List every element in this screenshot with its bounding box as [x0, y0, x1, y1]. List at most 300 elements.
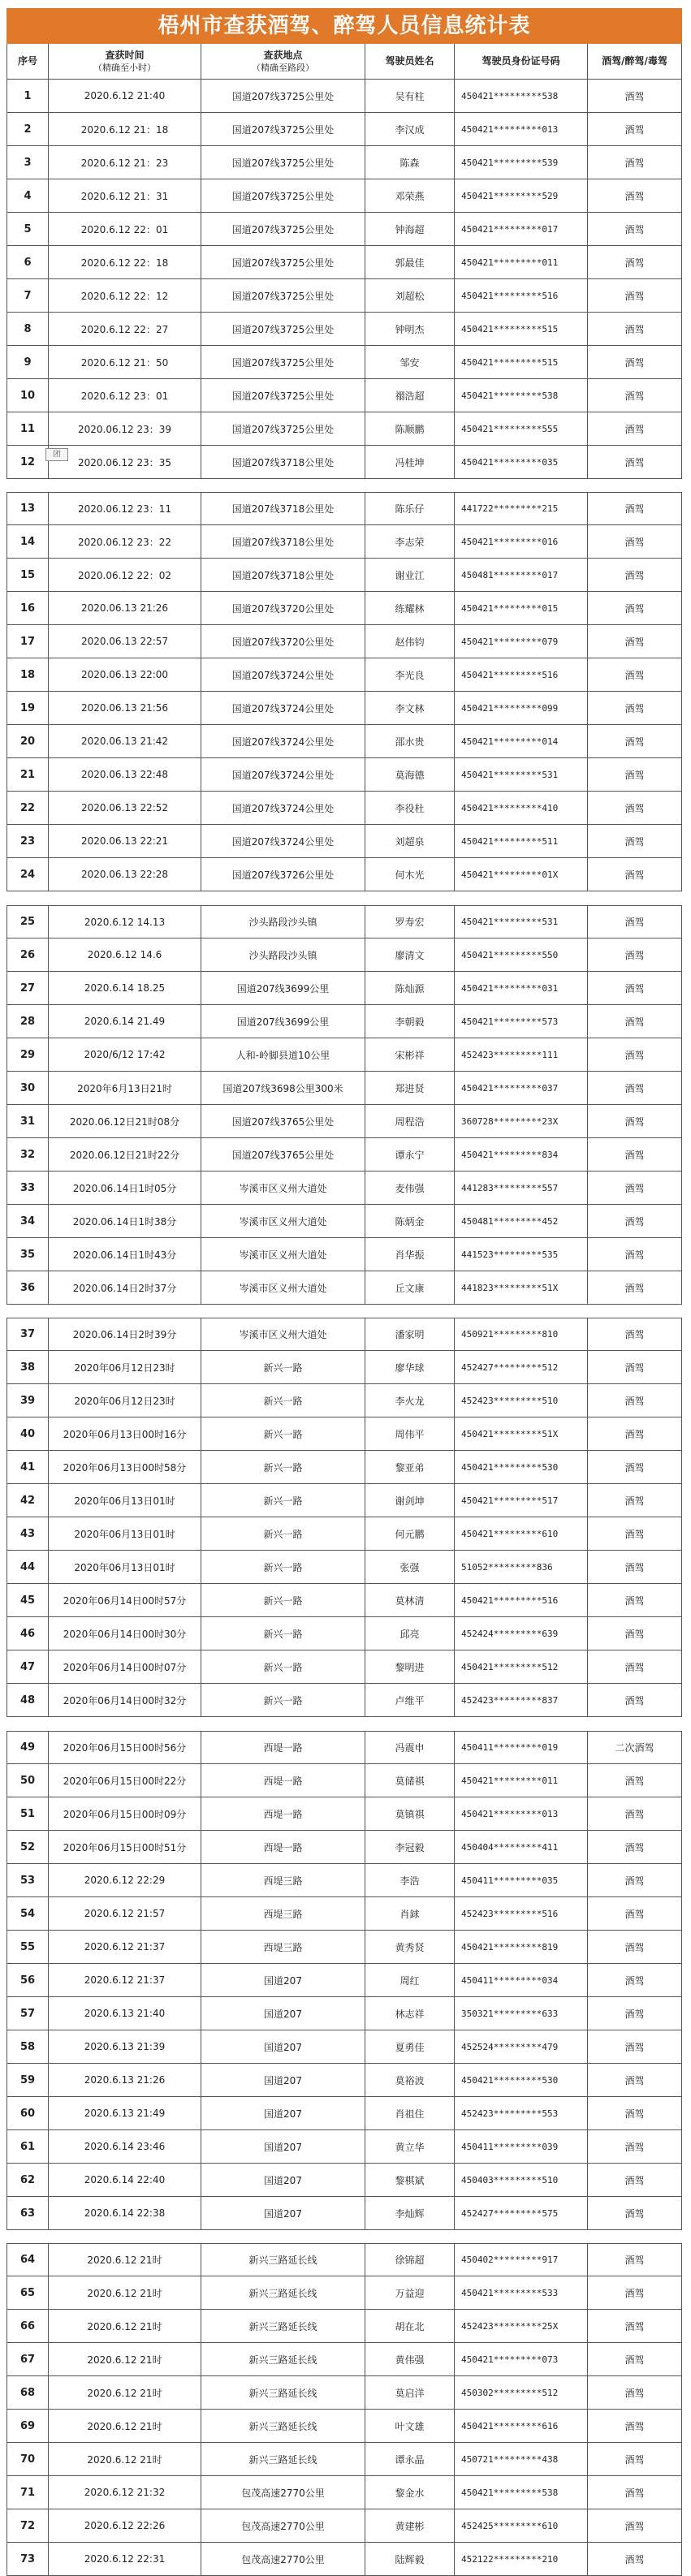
- cell-place: 包茂高速2770公里: [201, 2543, 365, 2576]
- cell-id: 450421*********538: [455, 2476, 588, 2509]
- table-row: [6, 1764, 682, 1797]
- cell-place: 新兴三路延长线: [201, 2376, 365, 2410]
- cell-seq: 2: [6, 113, 49, 146]
- cell-type: 酒驾: [588, 1171, 682, 1205]
- cell-name: 肖銶: [365, 1897, 455, 1931]
- cell-type: 酒驾: [588, 1351, 682, 1384]
- table-row: [6, 725, 682, 758]
- cell-place: 新兴三路延长线: [201, 2410, 365, 2443]
- cell-name: 邵水贵: [365, 725, 455, 758]
- cell-seq: 11: [6, 412, 49, 446]
- cell-place: 国道207线3765公里处: [201, 1138, 365, 1171]
- cell-time: 2020.06.13 21:42: [49, 725, 201, 758]
- cell-time: 2020.6.12 21:57: [49, 1897, 201, 1931]
- header-seq: 序号: [6, 44, 49, 80]
- cell-type: 酒驾: [588, 625, 682, 658]
- cell-place: 新兴三路延长线: [201, 2243, 365, 2276]
- cell-name: 谢业江: [365, 559, 455, 592]
- table-row: [6, 1931, 682, 1964]
- cell-seq: 30: [6, 1072, 49, 1105]
- cell-place: 西堤一路: [201, 1731, 365, 1764]
- cell-type: 酒驾: [588, 559, 682, 592]
- cell-type: 酒驾: [588, 379, 682, 412]
- cell-name: 谢剑坤: [365, 1484, 455, 1517]
- cell-time: 2020.6.13 21:49: [49, 2097, 201, 2130]
- cell-name: 邓荣燕: [365, 179, 455, 213]
- cell-place: 国道207线3725公里处: [201, 113, 365, 146]
- cell-time: 2020.6.14 22:40: [49, 2164, 201, 2197]
- cell-seq: 37: [6, 1318, 49, 1351]
- cell-type: 酒驾: [588, 2164, 682, 2197]
- table-row: [6, 2164, 682, 2197]
- cell-id: 450421*********516: [455, 658, 588, 692]
- cell-place: 国道207线3720公里处: [201, 592, 365, 625]
- cell-type: 酒驾: [588, 1384, 682, 1417]
- cell-id: 452423*********553: [455, 2097, 588, 2130]
- table-row: [6, 2343, 682, 2376]
- cell-place: 国道207: [201, 1964, 365, 1997]
- cell-seq: 64: [6, 2243, 49, 2276]
- cell-id: 450421*********529: [455, 179, 588, 213]
- header-id: 驾驶员身份证号码: [455, 44, 588, 80]
- cell-id: 450421*********031: [455, 972, 588, 1005]
- cell-seq: 46: [6, 1617, 49, 1650]
- cell-id: 450421*********011: [455, 246, 588, 279]
- cell-seq: 47: [6, 1650, 49, 1684]
- cell-seq: 51: [6, 1797, 49, 1831]
- table-row: [6, 1517, 682, 1551]
- cell-id: 452423*********837: [455, 1684, 588, 1717]
- table-row: [6, 179, 682, 213]
- cell-place: 西堤一路: [201, 1797, 365, 1831]
- header-time: 查获时间 （精确至小时）: [49, 44, 201, 80]
- cell-seq: 73: [6, 2543, 49, 2576]
- cell-type: 酒驾: [588, 1764, 682, 1797]
- page-break-marker: 团: [45, 448, 68, 461]
- cell-seq: 21: [6, 758, 49, 792]
- cell-seq: 10: [6, 379, 49, 412]
- cell-type: 酒驾: [588, 1964, 682, 1997]
- table-row: [6, 1171, 682, 1205]
- cell-id: 450421*********538: [455, 80, 588, 113]
- table-row: [6, 379, 682, 412]
- cell-type: 酒驾: [588, 1038, 682, 1072]
- cell-name: 黎金水: [365, 2476, 455, 2509]
- cell-time: 2020.6.12 22：12: [49, 279, 201, 313]
- cell-seq: 4: [6, 179, 49, 213]
- cell-time: 2020.6.12 14.13: [49, 905, 201, 938]
- cell-place: 新兴一路: [201, 1617, 365, 1650]
- cell-id: 450421*********016: [455, 525, 588, 559]
- cell-seq: 39: [6, 1384, 49, 1417]
- header-type: 酒驾/醉驾/毒驾: [588, 44, 682, 80]
- cell-time: 2020.06.12 23：22: [49, 525, 201, 559]
- cell-id: 450421*********531: [455, 758, 588, 792]
- cell-id: 450421*********533: [455, 2276, 588, 2310]
- cell-id: 450421*********51X: [455, 1417, 588, 1451]
- cell-seq: 35: [6, 1238, 49, 1271]
- table-row: [6, 146, 682, 179]
- cell-seq: 28: [6, 1005, 49, 1038]
- cell-seq: 12: [6, 446, 49, 479]
- cell-place: 包茂高速2770公里: [201, 2509, 365, 2543]
- table-row: [6, 2243, 682, 2276]
- cell-time: 2020.06.13 21:26: [49, 592, 201, 625]
- cell-place: 国道207线3699公里: [201, 972, 365, 1005]
- cell-time: 2020.6.12 21时: [49, 2443, 201, 2476]
- cell-place: 国道207线3725公里处: [201, 179, 365, 213]
- cell-place: 国道207: [201, 2064, 365, 2097]
- cell-time: 2020.6.12 22：18: [49, 246, 201, 279]
- cell-place: 新兴三路延长线: [201, 2343, 365, 2376]
- cell-place: 国道207: [201, 2164, 365, 2197]
- cell-place: 国道207线3724公里处: [201, 658, 365, 692]
- cell-seq: 53: [6, 1864, 49, 1897]
- cell-seq: 22: [6, 792, 49, 825]
- cell-time: 2020.6.12 21时: [49, 2376, 201, 2410]
- cell-id: 450421*********550: [455, 938, 588, 972]
- table-row: [6, 1997, 682, 2030]
- cell-seq: 32: [6, 1138, 49, 1171]
- cell-type: 酒驾: [588, 525, 682, 559]
- cell-id: 450421*********511: [455, 825, 588, 858]
- cell-id: 450421*********539: [455, 146, 588, 179]
- cell-place: 西堤三路: [201, 1864, 365, 1897]
- cell-type: 酒驾: [588, 1517, 682, 1551]
- cell-time: 2020年06月13日00时16分: [49, 1417, 201, 1451]
- page-title: 梧州市查获酒驾、醉驾人员信息统计表: [6, 8, 682, 44]
- cell-id: 450411*********034: [455, 1964, 588, 1997]
- cell-id: 450421*********01X: [455, 858, 588, 891]
- cell-place: 国道207线3698公里300米: [201, 1072, 365, 1105]
- cell-type: 酒驾: [588, 1831, 682, 1864]
- cell-seq: 5: [6, 213, 49, 246]
- cell-seq: 14: [6, 525, 49, 559]
- cell-name: 李志荣: [365, 525, 455, 559]
- table-row: [6, 592, 682, 625]
- cell-place: 新兴一路: [201, 1351, 365, 1384]
- cell-name: 罗寿宏: [365, 905, 455, 938]
- cell-type: 酒驾: [588, 2343, 682, 2376]
- cell-seq: 34: [6, 1205, 49, 1238]
- cell-place: 新兴一路: [201, 1384, 365, 1417]
- cell-id: 450421*********834: [455, 1138, 588, 1171]
- cell-type: 酒驾: [588, 1451, 682, 1484]
- cell-id: 450481*********017: [455, 559, 588, 592]
- table-row: [6, 1650, 682, 1684]
- table-row: [6, 905, 682, 938]
- table-row: [6, 1831, 682, 1864]
- cell-id: 450421*********015: [455, 592, 588, 625]
- cell-seq: 7: [6, 279, 49, 313]
- cell-name: 黎亚弟: [365, 1451, 455, 1484]
- cell-type: 酒驾: [588, 692, 682, 725]
- cell-place: 国道207线3718公里处: [201, 559, 365, 592]
- cell-id: 450411*********035: [455, 1864, 588, 1897]
- table-row: [6, 1351, 682, 1384]
- cell-place: 国道207线3699公里: [201, 1005, 365, 1038]
- cell-time: 2020.6.12 21：50: [49, 346, 201, 379]
- cell-name: 叶文雄: [365, 2410, 455, 2443]
- cell-type: 酒驾: [588, 972, 682, 1005]
- cell-name: 徐锦超: [365, 2243, 455, 2276]
- table-row: [6, 1271, 682, 1305]
- table-row: [6, 1038, 682, 1072]
- cell-name: 李汉成: [365, 113, 455, 146]
- cell-time: 2020.6.12 22:31: [49, 2543, 201, 2576]
- cell-id: 450421*********011: [455, 1764, 588, 1797]
- cell-place: 包茂高速2770公里: [201, 2476, 365, 2509]
- cell-seq: 66: [6, 2310, 49, 2343]
- cell-place: 国道207: [201, 2030, 365, 2064]
- table-row: [6, 1318, 682, 1351]
- cell-id: 450421*********013: [455, 113, 588, 146]
- table-row: [6, 1684, 682, 1717]
- cell-seq: 8: [6, 313, 49, 346]
- cell-time: 2020年06月14日00时07分: [49, 1650, 201, 1684]
- table-row: [6, 1384, 682, 1417]
- cell-id: 450921*********810: [455, 1318, 588, 1351]
- cell-place: 岑溪市区义州大道处: [201, 1271, 365, 1305]
- cell-id: 450411*********039: [455, 2130, 588, 2164]
- cell-name: 黄伟强: [365, 2343, 455, 2376]
- cell-name: 谭永宁: [365, 1138, 455, 1171]
- cell-time: 2020.6.13 21:26: [49, 2064, 201, 2097]
- cell-seq: 18: [6, 658, 49, 692]
- cell-name: 李浩: [365, 1864, 455, 1897]
- cell-time: 2020/6/12 17:42: [49, 1038, 201, 1072]
- cell-place: 新兴一路: [201, 1417, 365, 1451]
- cell-name: 何元鹏: [365, 1517, 455, 1551]
- cell-type: 酒驾: [588, 2130, 682, 2164]
- cell-time: 2020.6.12 22:26: [49, 2509, 201, 2543]
- cell-time: 2020.6.12 21:37: [49, 1964, 201, 1997]
- cell-seq: 40: [6, 1417, 49, 1451]
- cell-type: 酒驾: [588, 446, 682, 479]
- cell-type: 酒驾: [588, 2509, 682, 2543]
- cell-time: 2020.6.14 22:38: [49, 2197, 201, 2230]
- table-row: [6, 313, 682, 346]
- table-row: [6, 792, 682, 825]
- cell-time: 2020.6.12 22：27: [49, 313, 201, 346]
- cell-place: 国道207线3725公里处: [201, 246, 365, 279]
- table-row: [6, 2443, 682, 2476]
- cell-name: 莫启洋: [365, 2376, 455, 2410]
- cell-type: 酒驾: [588, 2030, 682, 2064]
- cell-name: 郑进贤: [365, 1072, 455, 1105]
- cell-id: 450302*********512: [455, 2376, 588, 2410]
- cell-time: 2020.06.13 22:28: [49, 858, 201, 891]
- table-row: [6, 2310, 682, 2343]
- cell-time: 2020年06月13日01时: [49, 1484, 201, 1517]
- cell-time: 2020.6.14 23:46: [49, 2130, 201, 2164]
- cell-id: 450421*********073: [455, 2343, 588, 2376]
- cell-place: 国道207线3725公里处: [201, 412, 365, 446]
- cell-seq: 6: [6, 246, 49, 279]
- cell-id: 450421*********538: [455, 379, 588, 412]
- cell-name: 胡在北: [365, 2310, 455, 2343]
- cell-type: 酒驾: [588, 1138, 682, 1171]
- table-row: [6, 972, 682, 1005]
- cell-type: 酒驾: [588, 2243, 682, 2276]
- cell-id: 450421*********517: [455, 1484, 588, 1517]
- cell-seq: 57: [6, 1997, 49, 2030]
- cell-type: 酒驾: [588, 658, 682, 692]
- cell-seq: 67: [6, 2343, 49, 2376]
- cell-name: 陈灿源: [365, 972, 455, 1005]
- cell-time: 2020.6.12 22:29: [49, 1864, 201, 1897]
- cell-seq: 62: [6, 2164, 49, 2197]
- cell-place: 西堤三路: [201, 1931, 365, 1964]
- cell-time: 2020.6.12 21时: [49, 2243, 201, 2276]
- cell-name: 钟明杰: [365, 313, 455, 346]
- table-row: [6, 2509, 682, 2543]
- cell-type: 酒驾: [588, 146, 682, 179]
- cell-time: 2020年06月15日00时22分: [49, 1764, 201, 1797]
- cell-id: 450404*********411: [455, 1831, 588, 1864]
- cell-name: 何木光: [365, 858, 455, 891]
- cell-name: 丘文康: [365, 1271, 455, 1305]
- cell-seq: 31: [6, 1105, 49, 1138]
- cell-name: 廖清文: [365, 938, 455, 972]
- cell-time: 2020年06月13日01时: [49, 1551, 201, 1584]
- cell-time: 2020.6.12 21：18: [49, 113, 201, 146]
- cell-place: 沙头路段沙头镇: [201, 905, 365, 938]
- cell-id: 441722*********215: [455, 492, 588, 525]
- cell-time: 2020.6.12 21时: [49, 2310, 201, 2343]
- cell-place: 国道207线3725公里处: [201, 313, 365, 346]
- cell-id: 452427*********512: [455, 1351, 588, 1384]
- cell-type: 酒驾: [588, 2276, 682, 2310]
- cell-type: 酒驾: [588, 179, 682, 213]
- cell-name: 莫储祺: [365, 1764, 455, 1797]
- cell-type: 二次酒驾: [588, 1731, 682, 1764]
- table-row: [6, 1964, 682, 1997]
- cell-place: 新兴一路: [201, 1684, 365, 1717]
- cell-type: 酒驾: [588, 2410, 682, 2443]
- cell-name: 麦伟强: [365, 1171, 455, 1205]
- cell-name: 陈顺鹏: [365, 412, 455, 446]
- cell-type: 酒驾: [588, 758, 682, 792]
- table-row: [6, 412, 682, 446]
- table-row: [6, 1072, 682, 1105]
- cell-name: 赵伟钧: [365, 625, 455, 658]
- cell-id: 450421*********035: [455, 446, 588, 479]
- cell-name: 钟海超: [365, 213, 455, 246]
- cell-place: 国道207线3720公里处: [201, 625, 365, 658]
- table-row: [6, 246, 682, 279]
- cell-time: 2020.06.13 22:21: [49, 825, 201, 858]
- cell-type: 酒驾: [588, 2376, 682, 2410]
- cell-time: 2020.06.13 21:56: [49, 692, 201, 725]
- cell-name: 莫裕波: [365, 2064, 455, 2097]
- cell-type: 酒驾: [588, 2476, 682, 2509]
- cell-id: 450481*********452: [455, 1205, 588, 1238]
- cell-type: 酒驾: [588, 246, 682, 279]
- cell-seq: 48: [6, 1684, 49, 1717]
- table-row: [6, 2410, 682, 2443]
- cell-place: 国道207线3765公里处: [201, 1105, 365, 1138]
- table-row: [6, 2543, 682, 2576]
- cell-time: 2020.6.12 21:32: [49, 2476, 201, 2509]
- table-row: [6, 346, 682, 379]
- cell-type: 酒驾: [588, 2097, 682, 2130]
- cell-place: 国道207: [201, 1997, 365, 2030]
- cell-id: 450421*********530: [455, 2064, 588, 2097]
- table-row: [6, 1484, 682, 1517]
- cell-id: 452524*********479: [455, 2030, 588, 2064]
- header-place: 查获地点 （精确至路段）: [201, 44, 365, 80]
- cell-time: 2020.6.12 21：23: [49, 146, 201, 179]
- cell-type: 酒驾: [588, 80, 682, 113]
- cell-name: 肖华振: [365, 1238, 455, 1271]
- cell-name: 李火龙: [365, 1384, 455, 1417]
- cell-seq: 29: [6, 1038, 49, 1072]
- cell-place: 新兴三路延长线: [201, 2276, 365, 2310]
- cell-type: 酒驾: [588, 1417, 682, 1451]
- cell-name: 邱亮: [365, 1617, 455, 1650]
- cell-id: 450421*********530: [455, 1451, 588, 1484]
- cell-time: 2020.06.12 23：35: [49, 446, 201, 479]
- cell-time: 2020年06月14日00时32分: [49, 1684, 201, 1717]
- cell-seq: 61: [6, 2130, 49, 2164]
- table-row: [6, 2376, 682, 2410]
- cell-name: 张强: [365, 1551, 455, 1584]
- cell-time: 2020年06月15日00时56分: [49, 1731, 201, 1764]
- cell-type: 酒驾: [588, 1650, 682, 1684]
- cell-type: 酒驾: [588, 2197, 682, 2230]
- cell-id: 360728*********23X: [455, 1105, 588, 1138]
- cell-place: 国道207线3725公里处: [201, 346, 365, 379]
- cell-id: 452427*********575: [455, 2197, 588, 2230]
- cell-seq: 16: [6, 592, 49, 625]
- cell-place: 国道207线3725公里处: [201, 379, 365, 412]
- cell-type: 酒驾: [588, 1551, 682, 1584]
- cell-type: 酒驾: [588, 1684, 682, 1717]
- table-row: [6, 1205, 682, 1238]
- cell-time: 2020年6月13日21时: [49, 1072, 201, 1105]
- cell-type: 酒驾: [588, 1105, 682, 1138]
- cell-type: 酒驾: [588, 1271, 682, 1305]
- cell-id: 450403*********510: [455, 2164, 588, 2197]
- table-header: [6, 44, 682, 80]
- cell-type: 酒驾: [588, 1997, 682, 2030]
- cell-place: 国道207线3724公里处: [201, 792, 365, 825]
- cell-seq: 43: [6, 1517, 49, 1551]
- cell-seq: 23: [6, 825, 49, 858]
- cell-id: 450421*********014: [455, 725, 588, 758]
- cell-name: 郭最佳: [365, 246, 455, 279]
- cell-place: 国道207线3724公里处: [201, 692, 365, 725]
- table-row: [6, 1138, 682, 1171]
- cell-name: 卢维平: [365, 1684, 455, 1717]
- cell-type: 酒驾: [588, 213, 682, 246]
- cell-id: 450421*********512: [455, 1650, 588, 1684]
- cell-time: 2020.06.12 22：02: [49, 559, 201, 592]
- cell-type: 酒驾: [588, 1584, 682, 1617]
- cell-name: 陈乐仔: [365, 492, 455, 525]
- cell-name: 夏勇佳: [365, 2030, 455, 2064]
- cell-id: 450421*********410: [455, 792, 588, 825]
- cell-type: 酒驾: [588, 279, 682, 313]
- cell-id: 450421*********037: [455, 1072, 588, 1105]
- cell-id: 450421*********516: [455, 1584, 588, 1617]
- cell-seq: 20: [6, 725, 49, 758]
- cell-name: 谭永晶: [365, 2443, 455, 2476]
- cell-time: 2020.6.12 21时: [49, 2410, 201, 2443]
- table-row: [6, 1551, 682, 1584]
- cell-name: 陈森: [365, 146, 455, 179]
